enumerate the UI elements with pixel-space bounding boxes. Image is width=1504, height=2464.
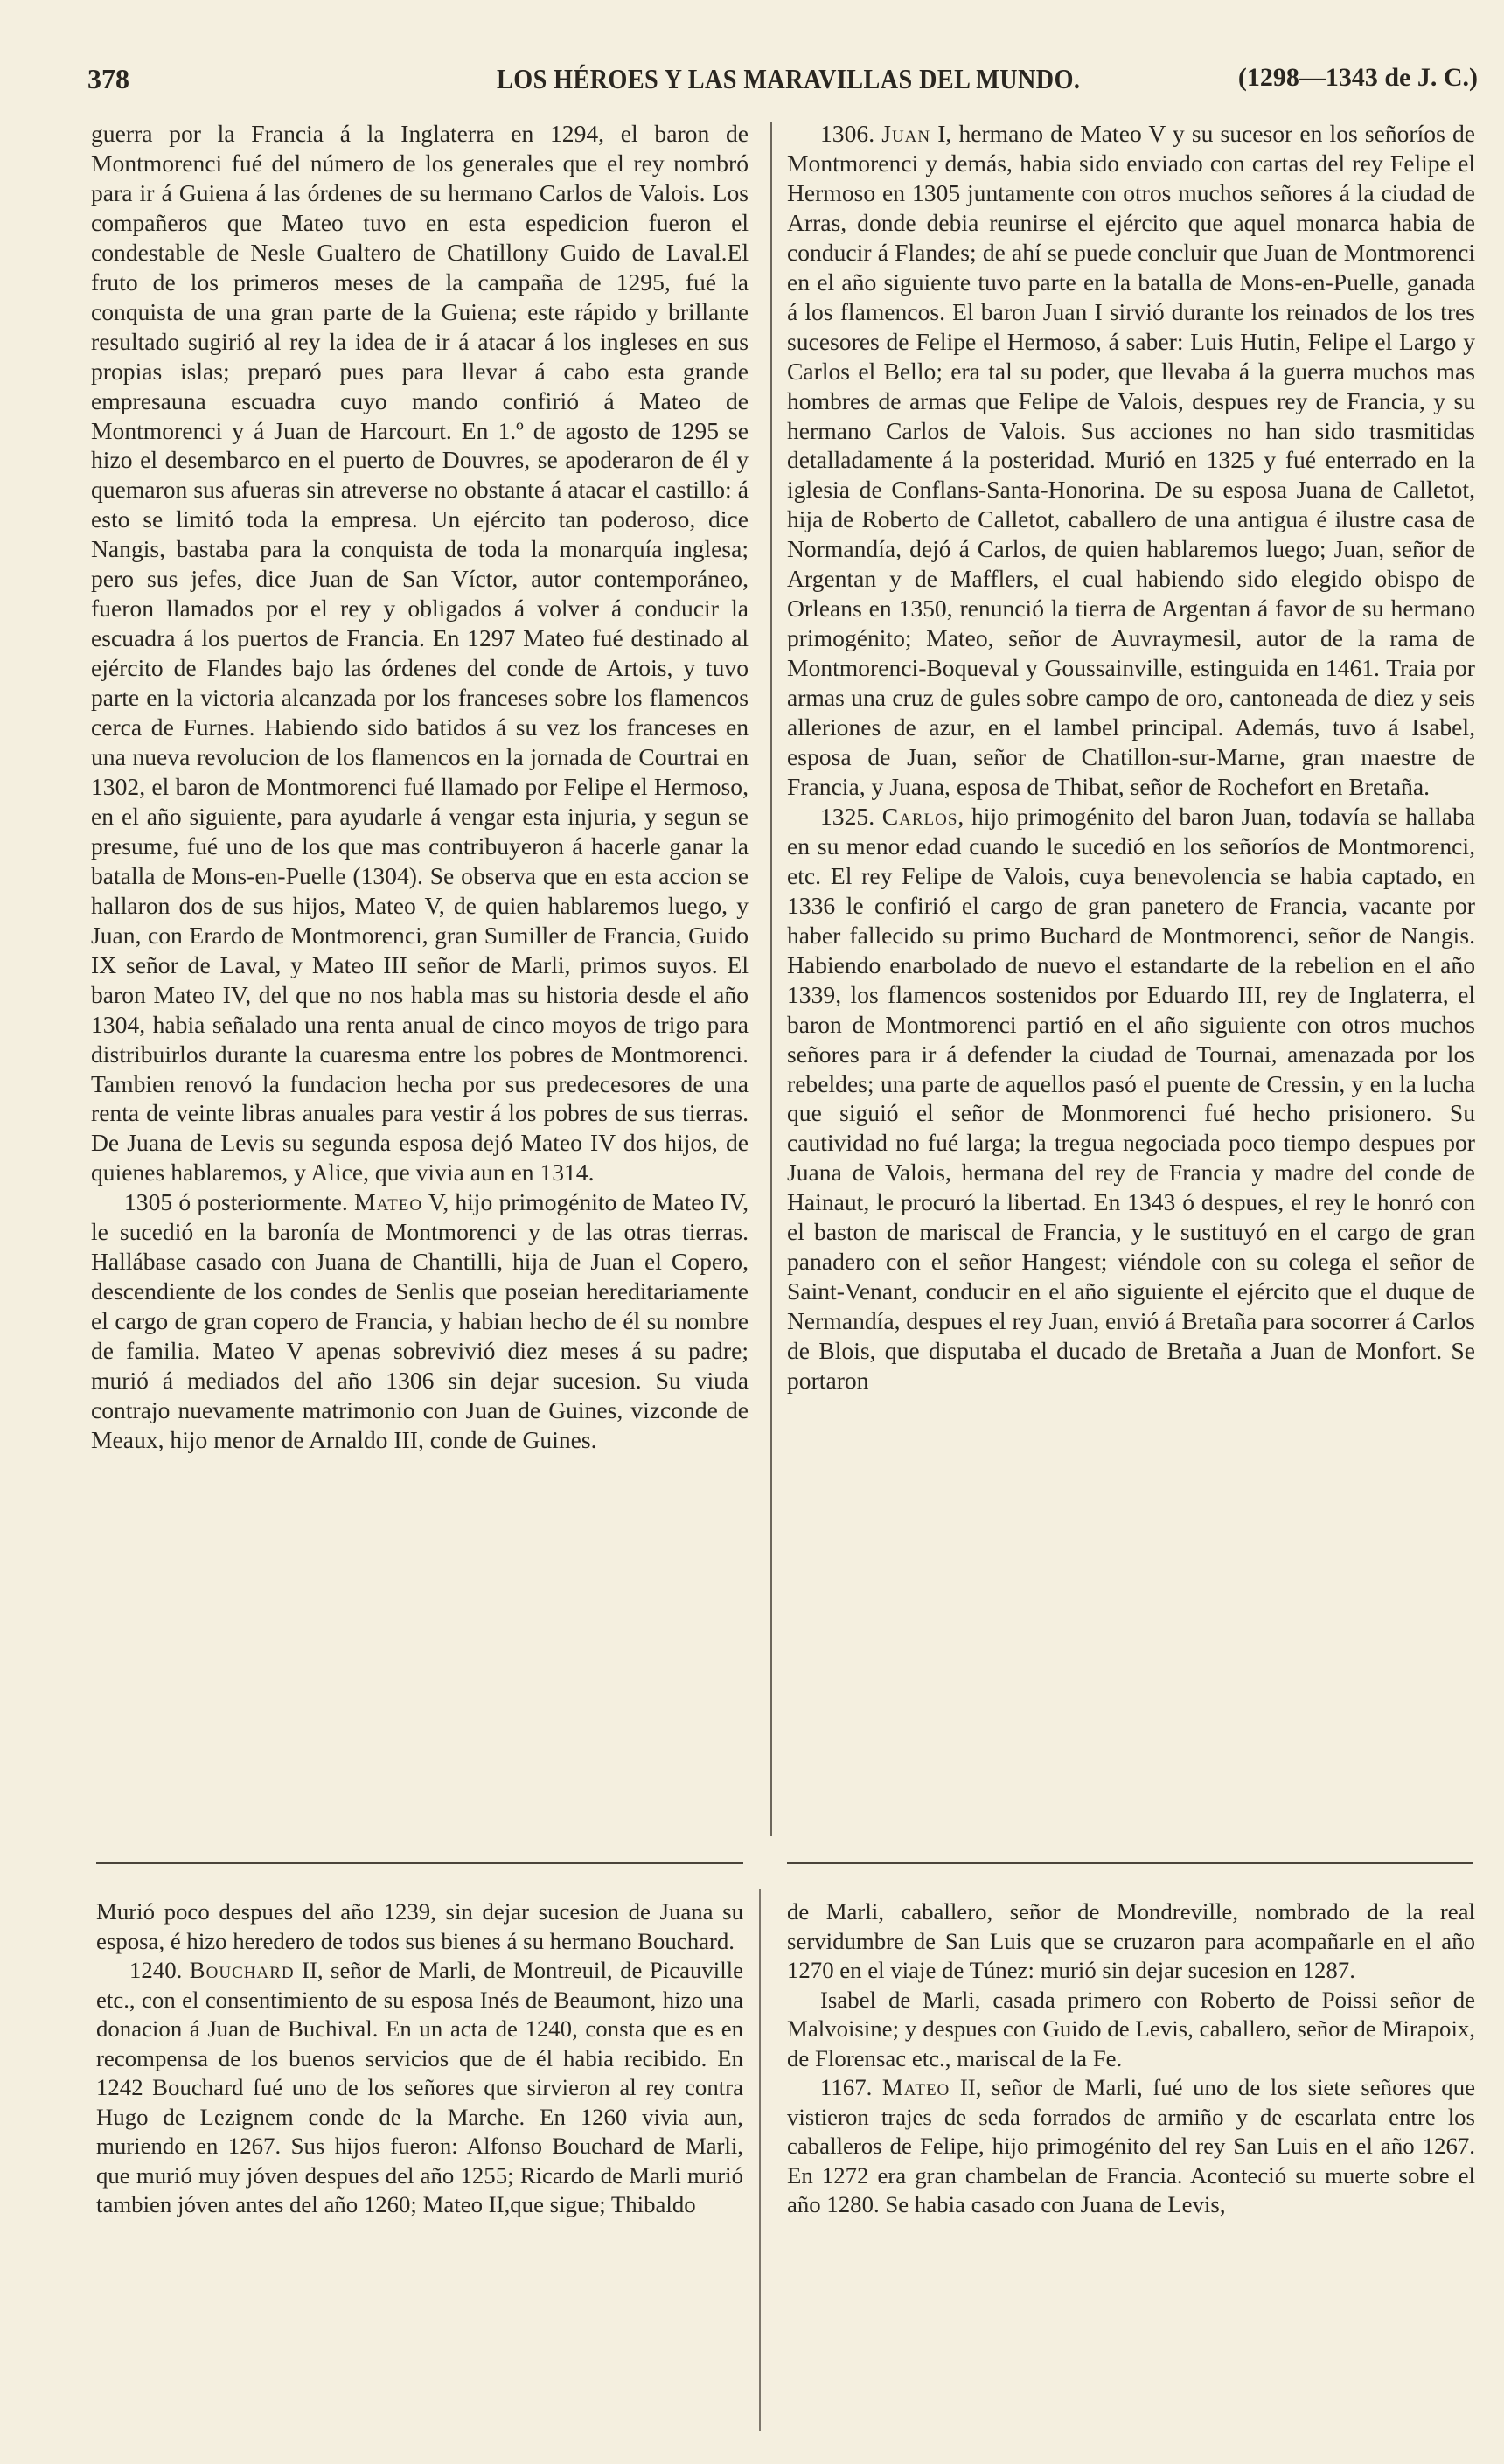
paragraph-juan-i (787, 119, 1475, 802)
paragraph-mateo-iv-campaigns: guerra por la Francia á la Inglaterra en 1294, el baron de Montmorenci fué del número de los generales que el rey nombró para ir á Guiena á las órdenes de su hermano Carlos de Valois. Los compañeros que Mateo tuvo en esta espedicion fueron el condestable de Nesle Gualtero de Chatillony Guido de Laval.El fruto de los primeros meses de la campaña de 1295, fué la conquista de una gran parte de la Guiena; este rápido y brillante resultado sugirió al rey la idea de ir á atacar á los ingleses en sus propias islas; preparó pues para llevar á cabo esta grande empresauna escuadra cuyo mando confirió á Mateo de Montmorenci y á Juan de Harcourt. En 1.º de agosto de 1295 se hizo el desembarco en el puerto de Douvres, se apoderaron de él y quemaron sus afueras sin atreverse no obstante á atacar el castillo: á esto se limitó toda la empresa. Un ejército tan poderoso, dice Nangis, bastaba para la conquista de toda la monarquía inglesa; pero sus jefes, dice Juan de San Víctor, autor contemporáneo, fueron llamados por el rey y obligados á volver á conducir la escuadra á los puertos de Francia. En 1297 Mateo fué destinado al ejército de Flandes bajo las órdenes del conde de Artois, y tuvo parte en la victoria alcanzada por los franceses sobre los flamencos cerca de Furnes. Habiendo sido batidos á su vez los franceses en una nueva revolucion de los flamencos en la jornada de Courtrai en 1302, el baron de Montmorenci fué llamado por Felipe el Hermoso, en el año siguiente, para ayudarle á vengar esta injuria, y segun se presume, fué uno de los que mas contribuyeron á hacerle ganar la batalla de Mons-en-Puelle (1304). Se observa que en esta accion se hallaron dos de sus hijos, Mateo V, de quien hablaremos luego, y Juan, con Erardo de Montmorenci, gran Sumiller de Francia, Guido IX señor de Laval, y Mateo III señor de Marli, primos suyos. El baron Mateo IV, del que no nos habla mas su historia desde el año 1304, habia señalado una renta anual de cinco moyos de trigo para distribuirlos durante la cuaresma entre los pobres de Montmorenci. Tambien renovó la fundacion hecha por sus predecesores de una renta de veinte libras anuales para vestir á los pobres de sus tierras. De Juana de Levis su segunda esposa dejó Mateo IV dos hijos, de quienes hablaremos, y Alice, que vivia aun en 1314. (91, 120, 749, 1187)
entry-body: V, hijo primogénito de Mateo IV, le sucedió en la baronía de Montmorenci y de las otras tierras. Hallábase casado con Juana de Chantilli, hija de Juan el Copero, descendiente de los condes de Senlis que poseian hereditariamente el cargo de gran copero de Francia, y habian hecho de él su nombre de familia. Mateo V apenas sobrevivió diez meses á su padre; murió á mediados del año 1306 sin dejar sucesion. Su viuda contrajo nuevamente matrimonio con Juan de Guines, vizconde de Meaux, hijo menor de Arnaldo III, conde de Guines. (91, 1188, 749, 1453)
column-divider (770, 122, 772, 1836)
section-divider-left (96, 1862, 743, 1864)
entry-name: Mateo (881, 2074, 950, 2100)
entry-body: I, hermano de Mateo V y su sucesor en los señoríos de Montmorenci y demás, habia sido enviado con cartas del rey Felipe el Hermoso en 1305 juntamente con otros muchos señores á la ciudad de Arras, donde debia reunirse el ejército que aquel monarca habia de conducir á Flandes; de ahí se puede concluir que Juan de Montmorenci en el año siguiente tuvo parte en la batalla de Mons-en-Puelle, ganada á los flamencos. El baron Juan I sirvió durante los reinados de los tres sucesores de Felipe el Hermoso, á saber: Luis Hutin, Felipe el Largo y Carlos el Bello; era tal su poder, que llevaba á la guerra muchos mas hombres de armas que Felipe de Valois, despues rey de Francia, y su hermano Carlos de Valois. Sus acciones no han sido trasmitidas detalladamente á la posteridad. Murió en 1325 y fué enterrado en la iglesia de Conflans-Santa-Honorina. De su esposa Juana de Calletot, hija de Roberto de Calletot, caballero de una antigua é ilustre casa de Normandía, dejó á Carlos, de quien hablaremos luego; Juan, señor de Argentan y de Mafflers, el cual habiendo sido elegido obispo de Orleans en 1350, renunció la tierra de Argentan á favor de su hermano primogénito; Mateo, señor de Auvraymesil, autor de la rama de Montmorenci-Boqueval y Goussainville, estinguida en 1461. Traia por armas una cruz de gules sobre campo de oro, cantoneada de diez y seis alleriones de azur, en el lambel principal. Además, tuvo á Isabel, esposa de Juan, señor de Chatillon-sur-Marne, gran maestre de Francia, y Juana, esposa de Thibat, señor de Rochefort en Bretaña. (787, 120, 1475, 800)
entry-body: , hijo primogénito del baron Juan, todavía se hallaba en su menor edad cuando le sucedió en los señoríos de Montmorenci, etc. El rey Felipe de Valois, cuya benevolencia se habia captado, en 1336 le confirió el cargo de gran panetero de Francia, vacante por haber fallecido su primo Buchard de Montmorenci, señor de Nangis. Habiendo enarbolado de nuevo el estandarte de la rebelion en el año 1339, los flamencos sostenidos por Eduardo III, rey de Inglaterra, el baron de Montmorenci partió en el año siguiente con otros muchos señores para ir á defender la ciudad de Tournai, amenazada por los rebeldes; una parte de aquellos pasó el puente de Cressin, y en la lucha que siguió el señor de Monmorenci fué hecho prisionero. Su cautividad no fué larga; la tregua negociada poco tiempo despues por Juana de Valois, hermana del rey de Francia y madre del conde de Hainaut, le procuró la libertad. En 1343 ó despues, el rey le honró con el baston de mariscal de Francia, y le sustituyó en el cargo de gran panadero con el señor Hangest; viéndole con su colega el señor de Saint-Venant, conducir en el año siguiente el ejército que el duque de Nermandía, despues el rey Juan, envió á Bretaña para socorrer á Carlos de Blois, que disputaba el ducado de Bretaña a Juan de Monfort. Se portaron (787, 802, 1475, 1395)
entry-year: 1325. (820, 802, 875, 830)
entry-name: Bouchard (189, 1957, 295, 1983)
entry-name: Mateo (354, 1188, 423, 1216)
paragraph-mateo-ii (787, 2073, 1475, 2220)
bottom-right-column (787, 1897, 1475, 2435)
entry-body: II, señor de Marli, de Montreuil, de Picauville etc., con el consentimiento de su esposa Inés de Beaumont, hizo una donacion á Juan de Buchival. En un acta de 1240, consta que es en recompensa de los buenos servicios que de él habia recibido. En 1242 Bouchard fué uno de los señores que sirvieron al rey contra Hugo de Lezignem conde de la Marche. En 1260 vivia aun, muriendo en 1267. Sus hijos fueron: Alfonso Bouchard de Marli, que murió muy jóven despues del año 1255; Ricardo de Marli murió tambien jóven antes del año 1260; Mateo II,que sigue; Thibaldo (96, 1957, 744, 2217)
paragraph-bouchard-ii (96, 1956, 743, 2220)
bottom-column-divider (759, 1889, 761, 2431)
entry-year: 1167. (820, 2074, 873, 2100)
bottom-left-column (96, 1897, 743, 2435)
entry-year: 1240. (129, 1957, 183, 1983)
entry-name: Juan (881, 120, 931, 147)
entry-year: 1306. (820, 120, 875, 147)
page-header (87, 63, 1478, 112)
entry-name: Carlos (881, 802, 958, 830)
paragraph-mateo-v (91, 1187, 749, 1455)
paragraph-isabel: Isabel de Marli, casada primero con Roberto de Poissi señor de Malvoisine; y despues con Guido de Levis, caballero, señor de Mirapoix, de Florensac etc., mariscal de la Fe. (787, 1986, 1475, 2071)
top-left-column (91, 119, 749, 1833)
entry-year: 1305 (124, 1188, 173, 1216)
page-number: 378 (87, 63, 129, 94)
paragraph-carlos (787, 802, 1475, 1396)
paragraph-death-1239: Murió poco despues del año 1239, sin dejar sucesion de Juana su esposa, é hizo heredero de todos sus bienes á su hermano Bouchard. (96, 1898, 743, 1954)
date-range: (1298—1343 de J. C.) (1237, 63, 1478, 92)
entry-body: II, señor de Marli, fué uno de los siete señores que vistieron trajes de seda forrados de armiño y de escarlata entre los caballeros de Felipe, hijo primogénito del rey San Luis en el año 1267. En 1272 era gran chambelan de Francia. Aconteció su muerte sobre el año 1280. Se habia casado con Juana de Levis, (787, 2074, 1475, 2217)
paragraph-thibaldo: de Marli, caballero, señor de Mondreville, nombrado de la real servidumbre de San Luis que se cruzaron para acompañarle en el año 1270 en el viaje de Túnez: murió sin dejar sucesion en 1287. (787, 1898, 1475, 1983)
running-title: LOS HÉROES Y LAS MARAVILLAS DEL MUNDO. (497, 63, 1081, 94)
top-right-column (787, 119, 1475, 1833)
section-divider-right (787, 1862, 1473, 1864)
entry-lead: ó posteriormente. (172, 1188, 355, 1216)
